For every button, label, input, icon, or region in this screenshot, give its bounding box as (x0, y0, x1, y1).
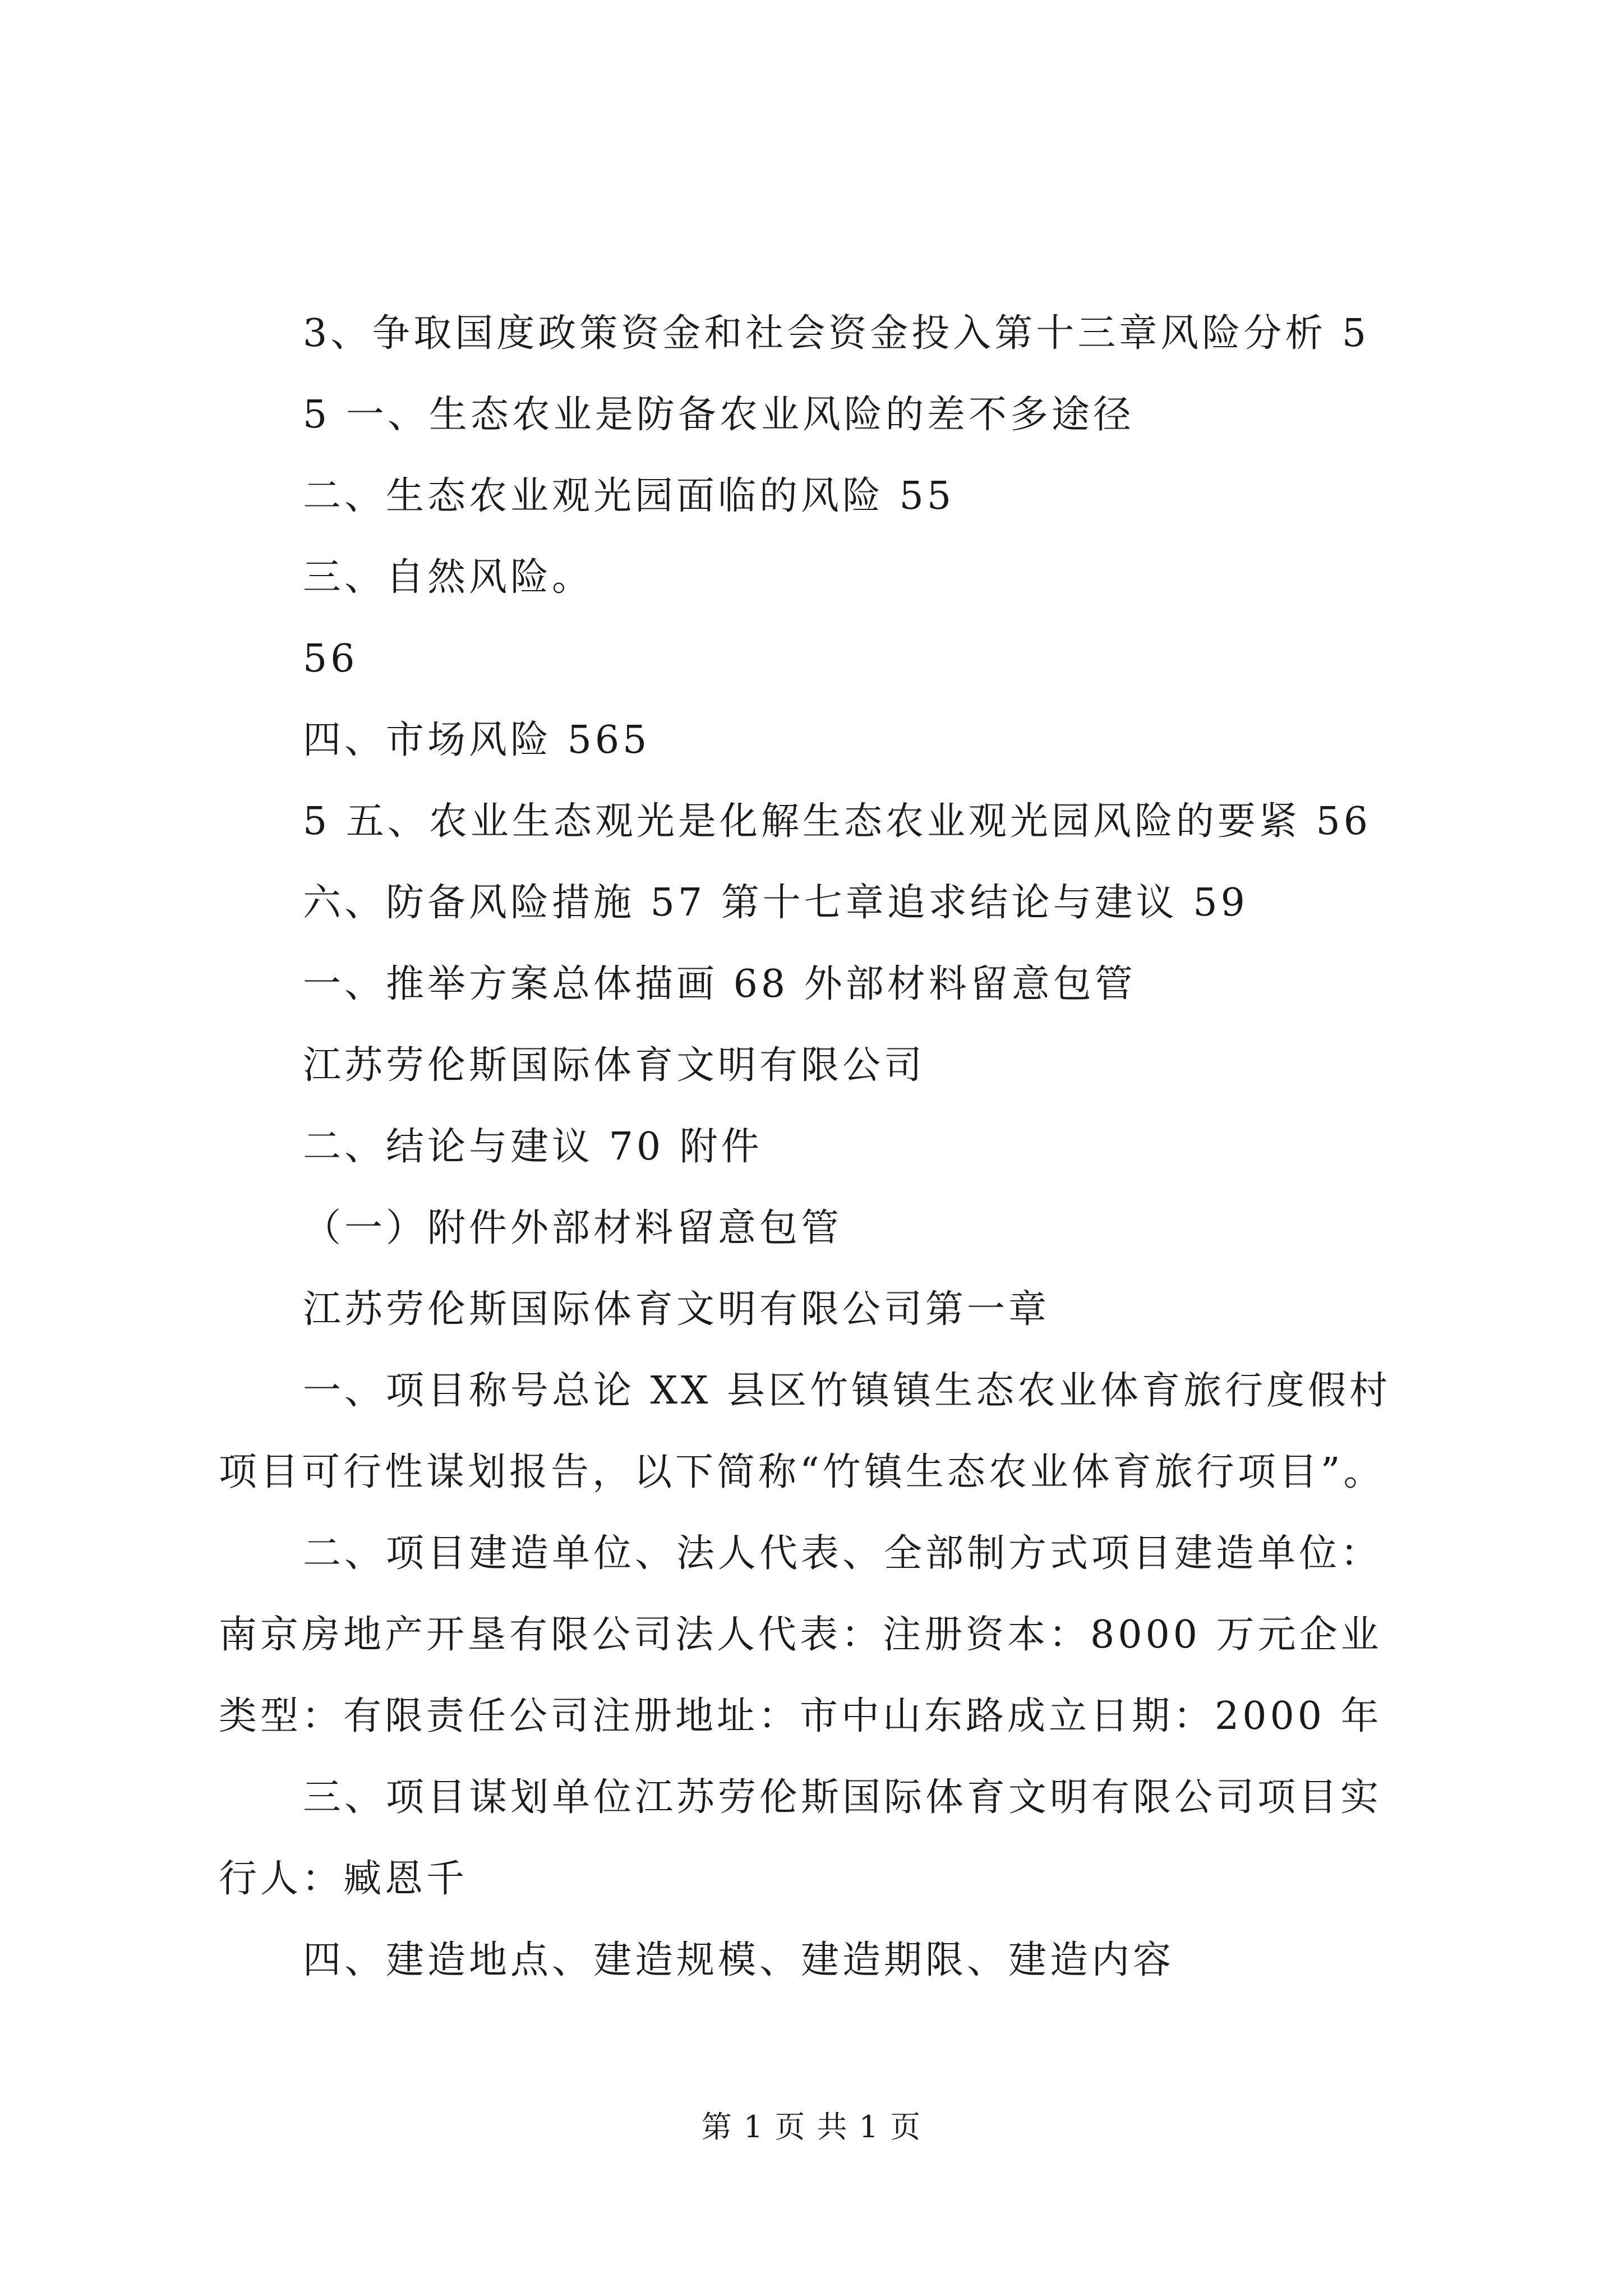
text-line-19: 三、项目谋划单位江苏劳伦斯国际体育文明有限公司项目实 (303, 1775, 1382, 1820)
text-line-6: 四、市场风险 565 (303, 718, 651, 762)
text-line-9: 一、推举方案总体描画 68 外部材料留意包管 (303, 962, 1136, 1006)
text-line-10: 江苏劳伦斯国际体育文明有限公司 (303, 1043, 926, 1088)
text-line-4: 三、自然风险。 (303, 555, 594, 600)
text-line-12: （一）附件外部材料留意包管 (303, 1206, 843, 1250)
text-line-13: 江苏劳伦斯国际体育文明有限公司第一章 (303, 1287, 1050, 1332)
page-footer: 第 1 页 共 1 页 (701, 2109, 922, 2145)
text-line-5: 56 (303, 637, 358, 681)
text-line-7: 5 五、农业生态观光是化解生态农业观光园风险的要紧 56 (303, 799, 1372, 844)
text-line-16: 二、项目建造单位、法人代表、全部制方式项目建造单位： (303, 1531, 1382, 1576)
text-line-15: 项目可行性谋划报告，以下简称“竹镇生态农业体育旅行项目”。 (219, 1450, 1385, 1494)
text-line-17: 南京房地产开垦有限公司法人代表：注册资本：8000 万元企业 (219, 1613, 1382, 1657)
text-line-11: 二、结论与建议 70 附件 (303, 1125, 763, 1169)
text-line-14: 一、项目称号总论 XX 县区竹镇镇生态农业体育旅行度假村 (303, 1369, 1391, 1413)
text-line-20: 行人：臧恩千 (219, 1857, 468, 1901)
text-line-21: 四、建造地点、建造规模、建造期限、建造内容 (303, 1938, 1175, 1982)
text-line-1: 3、争取国度政策资金和社会资金投入第十三章风险分析 5 (303, 311, 1370, 356)
text-line-8: 六、防备风险措施 57 第十七章追求结论与建议 59 (303, 881, 1248, 925)
text-line-3: 二、生态农业观光园面临的风险 55 (303, 474, 955, 518)
text-line-2: 5 一、生态农业是防备农业风险的差不多途径 (303, 393, 1135, 437)
text-line-18: 类型：有限责任公司注册地址：市中山东路成立日期：2000 年 (219, 1694, 1382, 1738)
